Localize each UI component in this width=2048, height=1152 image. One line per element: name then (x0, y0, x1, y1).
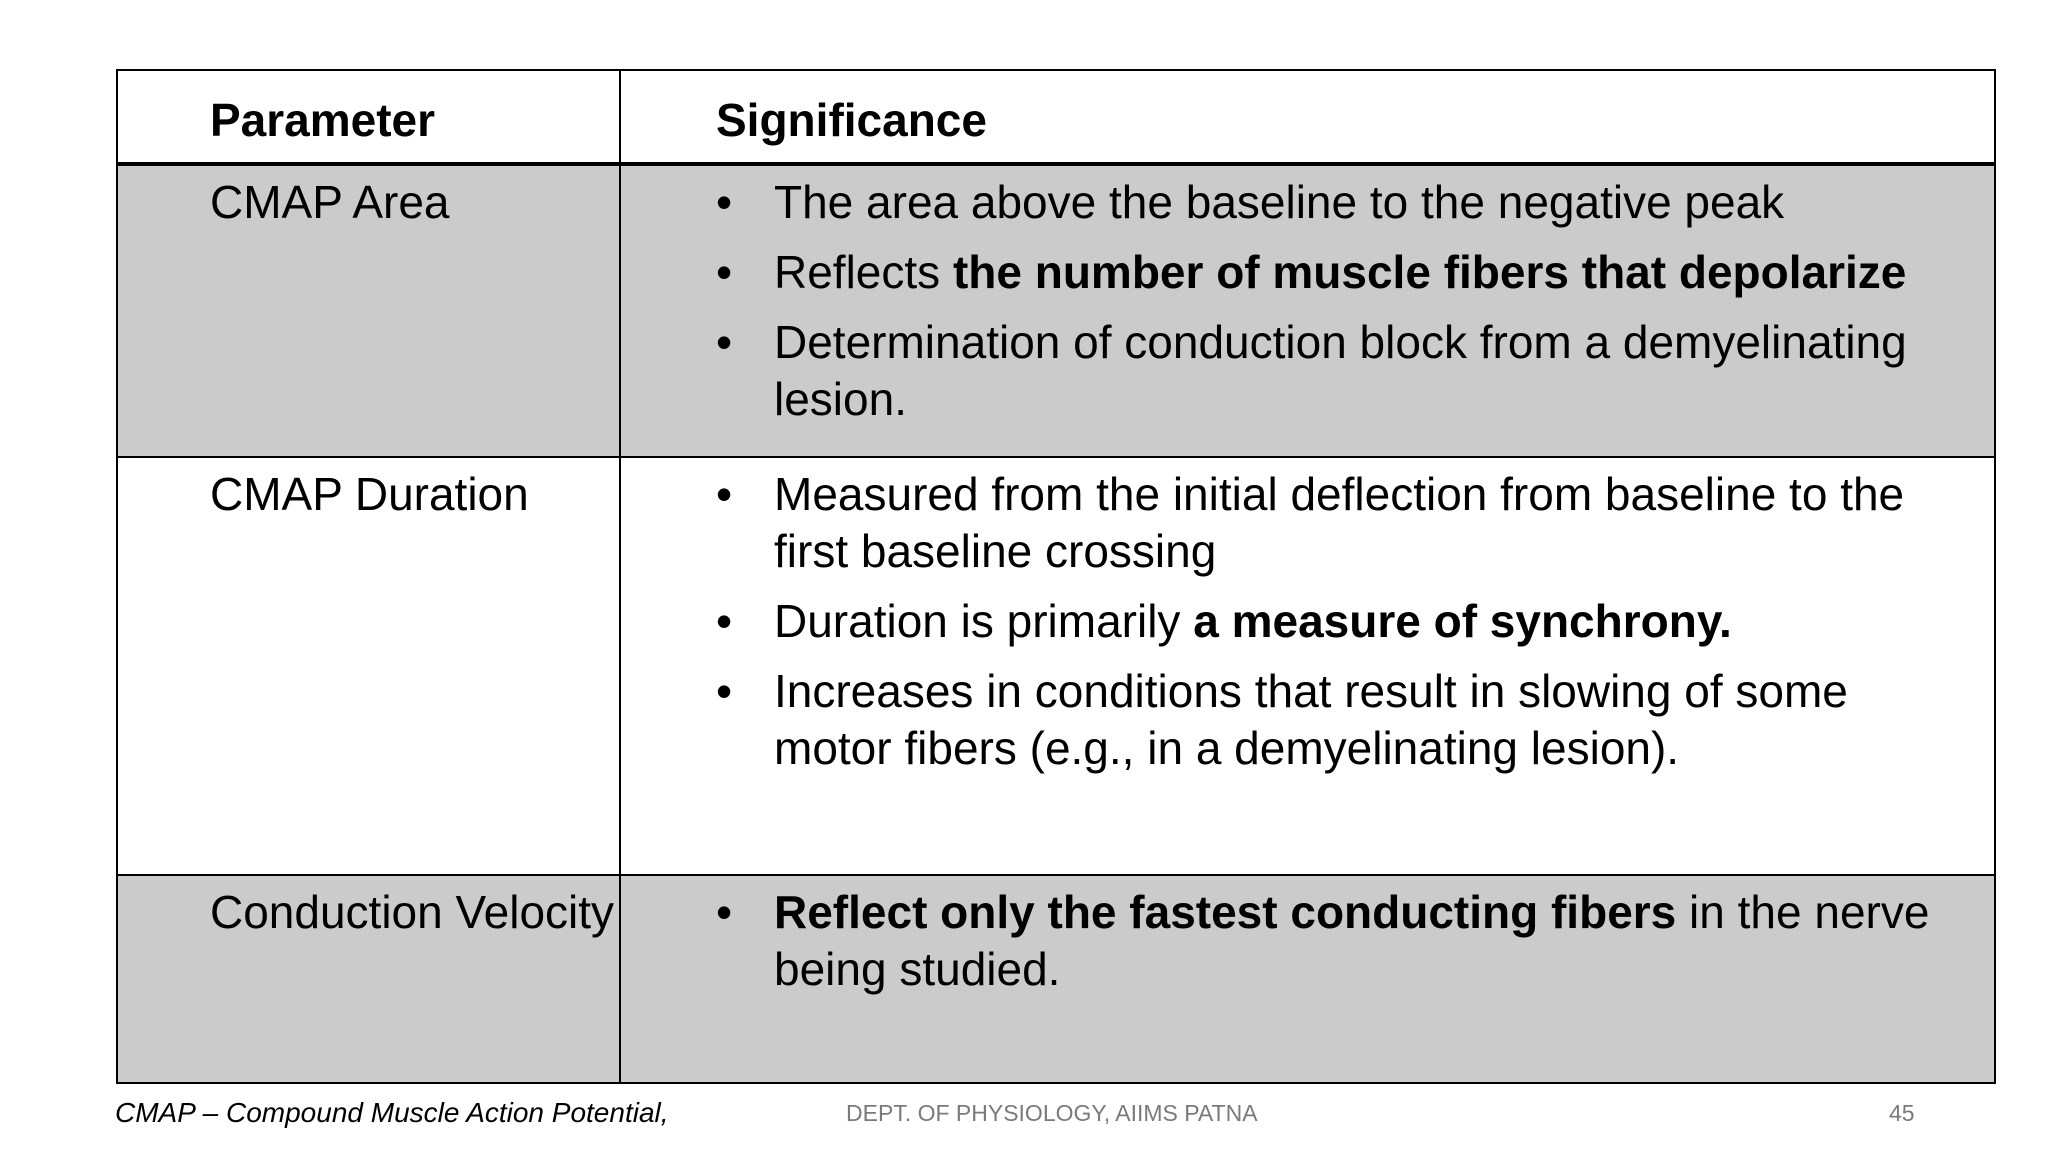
header-significance: Significance (620, 70, 1995, 164)
significance-cell (620, 164, 1995, 457)
bullet-item (716, 314, 1974, 428)
bullet-item (716, 466, 1974, 580)
table-row-cmap-area (117, 164, 1995, 457)
footer-abbreviation: CMAP – Compound Muscle Action Potential, (115, 1097, 669, 1128)
bullet-bold-text: Reflect only the fastest conducting fibers (774, 886, 1677, 938)
bullet-marker: • (716, 176, 733, 228)
bullet-text: The area above the baseline to the negative peak (774, 176, 1785, 228)
table-row-cmap-duration (117, 457, 1995, 875)
parameter-significance-table (116, 69, 1996, 1084)
bullet-marker: • (716, 468, 733, 520)
bullet-list (716, 884, 1974, 998)
bullet-list (716, 466, 1974, 777)
footer-page-number: 45 (1889, 1100, 1915, 1126)
bullet-text: Reflects (774, 246, 953, 298)
bullet-item (716, 663, 1974, 777)
parameter-cell: CMAP Duration (117, 457, 620, 875)
bullet-text: in the nerve being studied. (774, 886, 1930, 995)
bullet-item (716, 593, 1974, 650)
parameter-cell: CMAP Area (117, 164, 620, 457)
bullet-marker: • (716, 665, 733, 717)
bullet-item (716, 174, 1974, 231)
significance-cell (620, 457, 1995, 875)
bullet-text: Duration is primarily (774, 595, 1194, 647)
significance-cell (620, 875, 1995, 1083)
parameter-cell: Conduction Velocity (117, 875, 620, 1083)
bullet-text: Determination of conduction block from a demyelinating lesion. (774, 316, 1907, 425)
table-header-row (117, 70, 1995, 164)
bullet-marker: • (716, 595, 733, 647)
bullet-marker: • (716, 246, 733, 298)
bullet-bold-text: a measure of synchrony. (1193, 595, 1732, 647)
footer-department: DEPT. OF PHYSIOLOGY, AIIMS PATNA (846, 1100, 1258, 1126)
bullet-text: Measured from the initial deflection from baseline to the first baseline crossing (774, 468, 1905, 577)
bullet-item (716, 244, 1974, 301)
header-parameter: Parameter (117, 70, 620, 164)
bullet-marker: • (716, 886, 733, 938)
bullet-text: Increases in conditions that result in slowing of some motor fibers (e.g., in a demyelinating lesion). (774, 665, 1848, 774)
bullet-marker: • (716, 316, 733, 368)
bullet-list (716, 174, 1974, 428)
bullet-bold-text: the number of muscle fibers that depolarize (952, 246, 1907, 298)
table-row-conduction-velocity (117, 875, 1995, 1083)
bullet-item (716, 884, 1974, 998)
